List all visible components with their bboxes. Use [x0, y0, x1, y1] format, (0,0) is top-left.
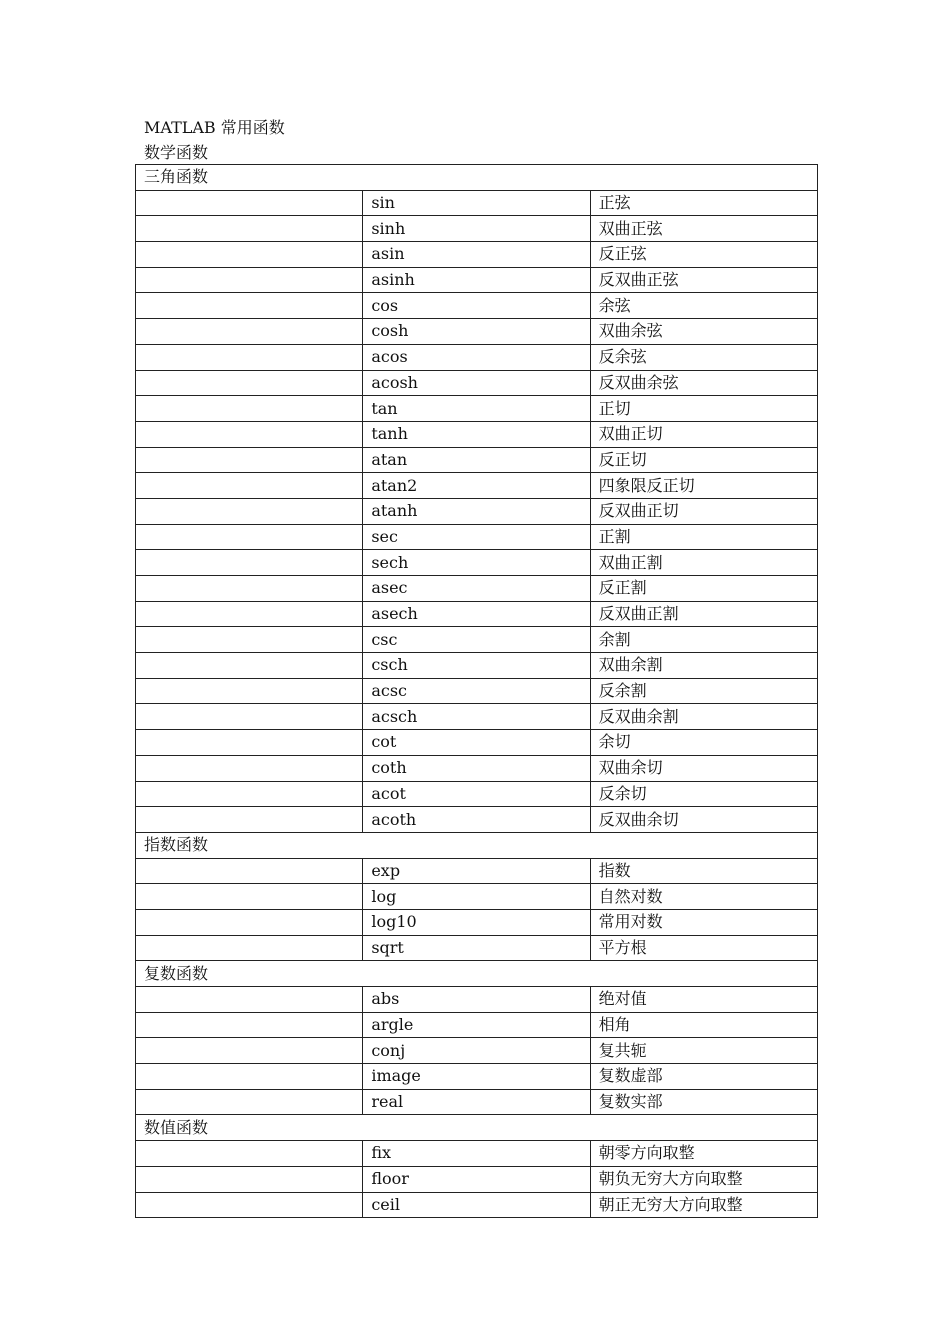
function-name-cell: atan2 — [363, 473, 590, 499]
function-description-cell: 反余弦 — [590, 344, 817, 370]
table-row — [136, 576, 818, 602]
function-description-cell: 双曲正切 — [590, 421, 817, 447]
section-header-row — [136, 1115, 818, 1141]
function-name-cell: acsch — [363, 704, 590, 730]
table-row — [136, 909, 818, 935]
table-row — [136, 1064, 818, 1090]
table-row — [136, 242, 818, 268]
function-name-cell: csch — [363, 653, 590, 679]
function-name-cell: asech — [363, 601, 590, 627]
function-description-cell: 复数实部 — [590, 1089, 817, 1115]
function-description-cell: 指数 — [590, 858, 817, 884]
section-label: 复数函数 — [136, 961, 818, 987]
function-name-cell: acos — [363, 344, 590, 370]
function-name-cell: tan — [363, 396, 590, 422]
function-name-cell: acoth — [363, 807, 590, 833]
table-row — [136, 473, 818, 499]
empty-cell — [136, 858, 363, 884]
function-name-cell: sqrt — [363, 935, 590, 961]
section-header-row — [136, 165, 818, 191]
document-title: MATLAB 常用函数 — [144, 118, 285, 137]
table-row — [136, 1038, 818, 1064]
function-description-cell: 双曲正弦 — [590, 216, 817, 242]
function-description-cell: 正切 — [590, 396, 817, 422]
empty-cell — [136, 807, 363, 833]
table-row — [136, 601, 818, 627]
function-description-cell: 反双曲余切 — [590, 807, 817, 833]
empty-cell — [136, 1038, 363, 1064]
empty-cell — [136, 216, 363, 242]
function-name-cell: tanh — [363, 421, 590, 447]
empty-cell — [136, 935, 363, 961]
function-name-cell: real — [363, 1089, 590, 1115]
function-name-cell: sech — [363, 550, 590, 576]
table-row — [136, 319, 818, 345]
table-row — [136, 1166, 818, 1192]
function-name-cell: image — [363, 1064, 590, 1090]
function-name-cell: acot — [363, 781, 590, 807]
function-description-cell: 复数虚部 — [590, 1064, 817, 1090]
function-description-cell: 双曲余弦 — [590, 319, 817, 345]
section-label: 指数函数 — [136, 832, 818, 858]
function-name-cell: cot — [363, 730, 590, 756]
section-label: 数值函数 — [136, 1115, 818, 1141]
empty-cell — [136, 1089, 363, 1115]
function-description-cell: 自然对数 — [590, 884, 817, 910]
table-row — [136, 884, 818, 910]
function-description-cell: 绝对值 — [590, 987, 817, 1013]
empty-cell — [136, 190, 363, 216]
section-header-row — [136, 961, 818, 987]
function-description-cell: 复共轭 — [590, 1038, 817, 1064]
empty-cell — [136, 396, 363, 422]
table-row — [136, 858, 818, 884]
function-name-cell: acosh — [363, 370, 590, 396]
function-description-cell: 朝零方向取整 — [590, 1141, 817, 1167]
table-row — [136, 396, 818, 422]
empty-cell — [136, 884, 363, 910]
function-name-cell: sinh — [363, 216, 590, 242]
empty-cell — [136, 755, 363, 781]
function-description-cell: 正割 — [590, 524, 817, 550]
function-name-cell: asin — [363, 242, 590, 268]
empty-cell — [136, 524, 363, 550]
function-description-cell: 反双曲正割 — [590, 601, 817, 627]
empty-cell — [136, 576, 363, 602]
table-row — [136, 447, 818, 473]
table-row — [136, 653, 818, 679]
empty-cell — [136, 267, 363, 293]
table-row — [136, 807, 818, 833]
section-header-row — [136, 832, 818, 858]
function-name-cell: asinh — [363, 267, 590, 293]
function-description-cell: 反双曲余割 — [590, 704, 817, 730]
table-row — [136, 498, 818, 524]
table-row — [136, 216, 818, 242]
function-name-cell: atanh — [363, 498, 590, 524]
table-row — [136, 730, 818, 756]
table-row — [136, 344, 818, 370]
function-description-cell: 平方根 — [590, 935, 817, 961]
function-description-cell: 相角 — [590, 1012, 817, 1038]
table-row — [136, 704, 818, 730]
empty-cell — [136, 1166, 363, 1192]
table-row — [136, 293, 818, 319]
function-description-cell: 朝负无穷大方向取整 — [590, 1166, 817, 1192]
section-label: 三角函数 — [136, 165, 818, 191]
empty-cell — [136, 1141, 363, 1167]
function-name-cell: argle — [363, 1012, 590, 1038]
table-row — [136, 1192, 818, 1218]
empty-cell — [136, 293, 363, 319]
function-name-cell: log — [363, 884, 590, 910]
function-description-cell: 常用对数 — [590, 909, 817, 935]
empty-cell — [136, 653, 363, 679]
function-description-cell: 反双曲正切 — [590, 498, 817, 524]
function-description-cell: 双曲余切 — [590, 755, 817, 781]
empty-cell — [136, 498, 363, 524]
function-description-cell: 余弦 — [590, 293, 817, 319]
table-row — [136, 267, 818, 293]
table-row — [136, 524, 818, 550]
empty-cell — [136, 473, 363, 499]
table-row — [136, 935, 818, 961]
table-row — [136, 550, 818, 576]
function-name-cell: floor — [363, 1166, 590, 1192]
function-description-cell: 朝正无穷大方向取整 — [590, 1192, 817, 1218]
empty-cell — [136, 704, 363, 730]
empty-cell — [136, 421, 363, 447]
table-row — [136, 421, 818, 447]
empty-cell — [136, 344, 363, 370]
function-description-cell: 反余切 — [590, 781, 817, 807]
function-description-cell: 反余割 — [590, 678, 817, 704]
empty-cell — [136, 370, 363, 396]
function-description-cell: 反正弦 — [590, 242, 817, 268]
document-subtitle: 数学函数 — [144, 143, 209, 162]
function-description-cell: 余割 — [590, 627, 817, 653]
function-name-cell: exp — [363, 858, 590, 884]
empty-cell — [136, 550, 363, 576]
function-table — [135, 164, 818, 1218]
function-name-cell: sec — [363, 524, 590, 550]
empty-cell — [136, 909, 363, 935]
function-name-cell: conj — [363, 1038, 590, 1064]
function-name-cell: asec — [363, 576, 590, 602]
empty-cell — [136, 1192, 363, 1218]
empty-cell — [136, 601, 363, 627]
empty-cell — [136, 678, 363, 704]
function-name-cell: atan — [363, 447, 590, 473]
function-name-cell: sin — [363, 190, 590, 216]
function-name-cell: log10 — [363, 909, 590, 935]
function-name-cell: cos — [363, 293, 590, 319]
function-description-cell: 双曲余割 — [590, 653, 817, 679]
table-row — [136, 370, 818, 396]
table-row — [136, 1012, 818, 1038]
table-row — [136, 755, 818, 781]
function-description-cell: 双曲正割 — [590, 550, 817, 576]
function-name-cell: abs — [363, 987, 590, 1013]
function-description-cell: 反双曲正弦 — [590, 267, 817, 293]
function-description-cell: 反正割 — [590, 576, 817, 602]
empty-cell — [136, 627, 363, 653]
empty-cell — [136, 1012, 363, 1038]
empty-cell — [136, 987, 363, 1013]
function-description-cell: 反正切 — [590, 447, 817, 473]
function-description-cell: 四象限反正切 — [590, 473, 817, 499]
function-name-cell: coth — [363, 755, 590, 781]
empty-cell — [136, 1064, 363, 1090]
empty-cell — [136, 730, 363, 756]
function-name-cell: acsc — [363, 678, 590, 704]
function-description-cell: 正弦 — [590, 190, 817, 216]
table-row — [136, 627, 818, 653]
function-name-cell: fix — [363, 1141, 590, 1167]
function-description-cell: 反双曲余弦 — [590, 370, 817, 396]
empty-cell — [136, 781, 363, 807]
table-row — [136, 781, 818, 807]
table-row — [136, 987, 818, 1013]
table-row — [136, 190, 818, 216]
function-description-cell: 余切 — [590, 730, 817, 756]
function-name-cell: ceil — [363, 1192, 590, 1218]
table-row — [136, 1089, 818, 1115]
table-row — [136, 1141, 818, 1167]
function-table-body — [136, 165, 818, 1218]
function-name-cell: csc — [363, 627, 590, 653]
table-row — [136, 678, 818, 704]
function-name-cell: cosh — [363, 319, 590, 345]
empty-cell — [136, 319, 363, 345]
empty-cell — [136, 447, 363, 473]
empty-cell — [136, 242, 363, 268]
